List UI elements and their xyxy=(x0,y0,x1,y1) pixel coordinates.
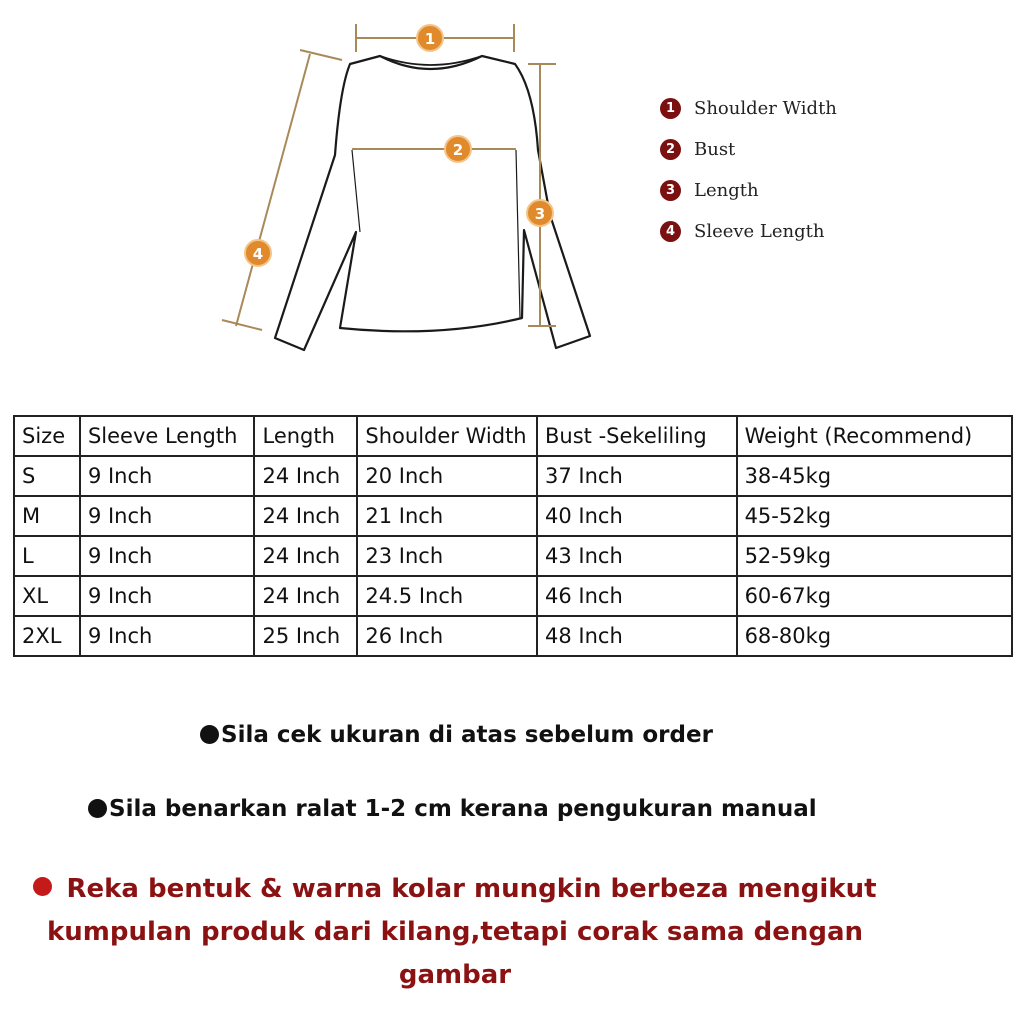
note-text: Sila cek ukuran di atas sebelum order xyxy=(221,722,713,748)
table-cell: 25 Inch xyxy=(254,616,357,656)
table-cell: 45-52kg xyxy=(737,496,1012,536)
table-cell: 9 Inch xyxy=(80,576,255,616)
table-cell: 43 Inch xyxy=(537,536,737,576)
header-bust: Bust -Sekeliling xyxy=(537,416,737,456)
header-length: Length xyxy=(254,416,357,456)
note-collar-design xyxy=(30,868,880,997)
table-cell: 37 Inch xyxy=(537,456,737,496)
table-cell: 24 Inch xyxy=(254,576,357,616)
size-chart-table xyxy=(13,415,1013,657)
table-row xyxy=(14,456,1012,496)
table-row xyxy=(14,616,1012,656)
legend-item-shoulder-width xyxy=(660,88,837,129)
table-cell: 9 Inch xyxy=(80,496,255,536)
header-size: Size xyxy=(14,416,80,456)
table-cell: 24.5 Inch xyxy=(357,576,537,616)
table-row xyxy=(14,496,1012,536)
table-cell: S xyxy=(14,456,80,496)
red-bullet-icon xyxy=(33,877,52,896)
table-cell: XL xyxy=(14,576,80,616)
legend-badge: 4 xyxy=(660,221,681,242)
marker-2 xyxy=(445,136,471,162)
table-cell: 24 Inch xyxy=(254,496,357,536)
table-cell: 38-45kg xyxy=(737,456,1012,496)
legend-label: Bust xyxy=(694,139,736,160)
svg-text:2: 2 xyxy=(452,141,464,159)
header-shoulder-width: Shoulder Width xyxy=(357,416,537,456)
legend-item-sleeve-length xyxy=(660,211,837,252)
table-cell: 26 Inch xyxy=(357,616,537,656)
header-sleeve-length: Sleeve Length xyxy=(80,416,255,456)
shirt-right-side-seam xyxy=(516,150,520,318)
header-weight: Weight (Recommend) xyxy=(737,416,1012,456)
table-header-row xyxy=(14,416,1012,456)
note-text: Reka bentuk & warna kolar mungkin berbeza mengikut kumpulan produk dari kilang,tetapi corak sama dengan gambar xyxy=(46,874,877,990)
table-cell: 40 Inch xyxy=(537,496,737,536)
table-row xyxy=(14,576,1012,616)
legend-item-length xyxy=(660,170,837,211)
note-check-size xyxy=(200,722,713,748)
shirt-left-side-seam xyxy=(352,150,360,232)
marker-4 xyxy=(245,240,271,266)
legend-label: Sleeve Length xyxy=(694,221,825,242)
shirt-measurement-diagram xyxy=(200,10,620,360)
table-row xyxy=(14,536,1012,576)
note-measurement-error xyxy=(88,796,817,822)
marker-1 xyxy=(417,25,443,51)
legend-item-bust xyxy=(660,129,837,170)
legend-label: Length xyxy=(694,180,759,201)
table-cell: 24 Inch xyxy=(254,456,357,496)
measurement-legend xyxy=(660,88,837,252)
table-cell: 9 Inch xyxy=(80,456,255,496)
table-cell: 23 Inch xyxy=(357,536,537,576)
table-cell: 9 Inch xyxy=(80,536,255,576)
table-cell: 24 Inch xyxy=(254,536,357,576)
svg-text:3: 3 xyxy=(534,205,546,223)
table-cell: 2XL xyxy=(14,616,80,656)
table-cell: 60-67kg xyxy=(737,576,1012,616)
table-cell: 9 Inch xyxy=(80,616,255,656)
legend-badge: 3 xyxy=(660,180,681,201)
legend-badge: 1 xyxy=(660,98,681,119)
table-cell: 21 Inch xyxy=(357,496,537,536)
legend-label: Shoulder Width xyxy=(694,98,837,119)
legend-badge: 2 xyxy=(660,139,681,160)
table-cell: 48 Inch xyxy=(537,616,737,656)
table-cell: 52-59kg xyxy=(737,536,1012,576)
table-cell: 68-80kg xyxy=(737,616,1012,656)
bullet-icon xyxy=(88,799,107,818)
table-cell: M xyxy=(14,496,80,536)
svg-text:1: 1 xyxy=(424,30,436,48)
marker-3 xyxy=(527,200,553,226)
table-cell: L xyxy=(14,536,80,576)
svg-text:4: 4 xyxy=(252,245,264,263)
note-text: Sila benarkan ralat 1-2 cm kerana pengukuran manual xyxy=(109,796,817,822)
table-cell: 46 Inch xyxy=(537,576,737,616)
table-cell: 20 Inch xyxy=(357,456,537,496)
bullet-icon xyxy=(200,725,219,744)
